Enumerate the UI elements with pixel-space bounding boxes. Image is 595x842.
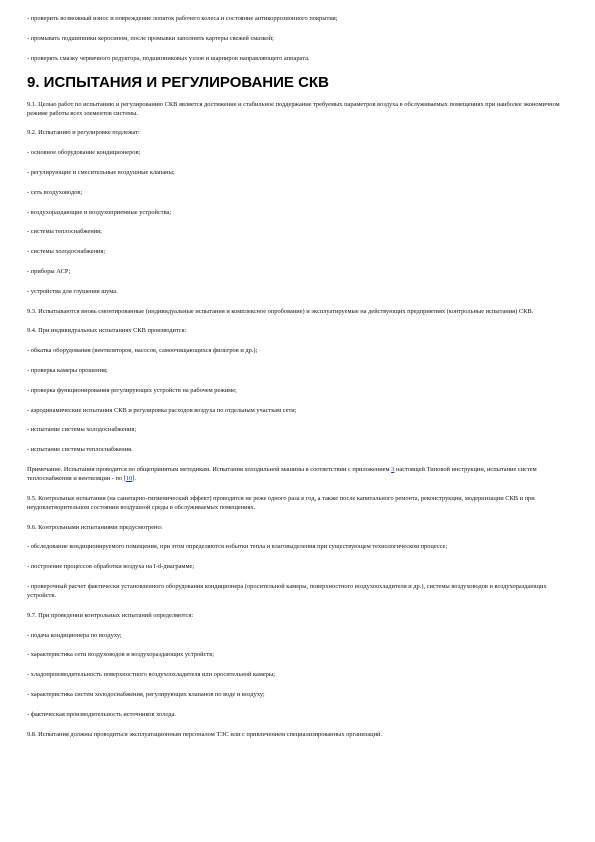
list-item: - системы теплоснабжения; bbox=[27, 228, 102, 236]
list-item: - испытание системы холодоснабжения; bbox=[27, 426, 137, 434]
list-item: - проверять смазку червячного редуктора, подшипниковых узлов и шарниров направляющего аппарата. bbox=[27, 54, 310, 62]
note-text: настоящей Типовой инструкции, испытание систем теплоснабжения и вентиляции - по [ bbox=[27, 465, 537, 482]
note-paragraph bbox=[27, 465, 568, 483]
list-item: - основное оборудование кондиционеров; bbox=[27, 149, 141, 157]
list-item: - регулирующие и смесительные воздушные клапаны; bbox=[27, 168, 175, 176]
list-item: - приборы АСР; bbox=[27, 267, 71, 275]
list-item: - сеть воздуховодов; bbox=[27, 188, 83, 196]
list-item: - промывать подшипники керосином, после промывки заполнить картеры свежей смазкой; bbox=[27, 34, 274, 42]
list-item: - испытание системы теплоснабжения. bbox=[27, 446, 133, 454]
list-item: - проверить возможный износ и повреждение лопаток рабочего колеса и состояние антикоррозионного покрытия; bbox=[27, 15, 338, 22]
paragraph-9-4-heading: 9.4. При индивидуальных испытаниях СКВ производится: bbox=[27, 327, 187, 335]
list-item: - устройства для глушения шума. bbox=[27, 287, 118, 295]
list-item: - характеристика сети воздуховодов и воздухораздающих устройств; bbox=[27, 651, 215, 659]
list-item: - характеристика систем холодоснабжения, регулирующих клапанов по воде и воздуху; bbox=[27, 690, 265, 698]
document-page bbox=[27, 14, 568, 739]
paragraph-9-3: 9.3. Испытываются вновь смонтированные (индивидуальные испытания и комплексное опробование) и эксплуатируемые на действующих предприятиях (контрольные испытания) СКВ. bbox=[27, 307, 534, 315]
list-item: - системы холодоснабжения; bbox=[27, 248, 106, 256]
section-title: 9. ИСПЫТАНИЯ И РЕГУЛИРОВАНИЕ СКВ bbox=[27, 73, 329, 91]
list-item: - проверочный расчет фактически установленного оборудования кондиционера (оросительной камеры, поверхностного воздухоохладителя и др.), системы воздуховодов и воздухораздающих устройств. bbox=[27, 582, 547, 599]
list-item: - аэродинамические испытания СКВ и регулировка расходов воздуха по отдельным участкам сети; bbox=[27, 406, 297, 414]
list-item: - проверка камеры орошения; bbox=[27, 366, 108, 374]
list-item: - подача кондиционера по воздуху; bbox=[27, 631, 122, 639]
list-item: - воздухораздающие и воздухоприемные устройства; bbox=[27, 208, 172, 216]
list-item: - обследование кондиционируемого помещения, при этом определяются избытки тепла и влаговыделения при существующем технологическом процессе; bbox=[27, 543, 448, 551]
reference-link[interactable]: 10 bbox=[125, 474, 133, 482]
paragraph-9-6-heading: 9.6. Контрольными испытаниями предусмотрено: bbox=[27, 523, 163, 531]
list-item: - фактическая производительность источников холода. bbox=[27, 710, 177, 718]
paragraph-9-1: 9.1. Целью работ по испытанию и регулированию СКВ является достижение и стабильное поддержание требуемых параметров воздуха в обслуживаемых помещениях при наиболее экономичном режиме работы всех элементов системы. bbox=[27, 100, 560, 117]
list-item: - построение процессов обработки воздуха на I-d-диаграмме; bbox=[27, 563, 195, 571]
paragraph-9-2-heading: 9.2. Испытанию и регулировке подлежат: bbox=[27, 129, 140, 137]
note-text: Примечание. Испытания проводятся по общепринятым методикам. Испытания холодильной машины в соответствии с приложением bbox=[27, 465, 392, 473]
appendix-link[interactable]: 3 bbox=[391, 465, 395, 473]
paragraph-9-7-heading: 9.7. При проведении контрольных испытаний определяются: bbox=[27, 611, 194, 619]
list-item: - проверка функционирования регулирующих устройств на рабочем режиме; bbox=[27, 386, 237, 394]
paragraph-9-5: 9.5. Контрольные испытания (на санитарно-гигиенический эффект) проводятся не реже одного раза в год, а также после капитального ремонта, реконструкции, модернизации СКВ и при неудовлетворительном состоянии воздушной среды в обслуживаемых помещениях. bbox=[27, 494, 535, 511]
paragraph-9-8: 9.8. Испытания должны проводиться эксплуатационным персоналом ТЭС или с привлечением специализированных организаций. bbox=[27, 730, 383, 738]
list-item: - хладопроизводительность поверхностного воздухоохладителя или оросительной камеры; bbox=[27, 671, 275, 679]
note-text: ]. bbox=[132, 474, 136, 482]
list-item: - обкатка оборудования (вентиляторов, насосов, самоочищающихся фильтров и др.); bbox=[27, 347, 258, 355]
